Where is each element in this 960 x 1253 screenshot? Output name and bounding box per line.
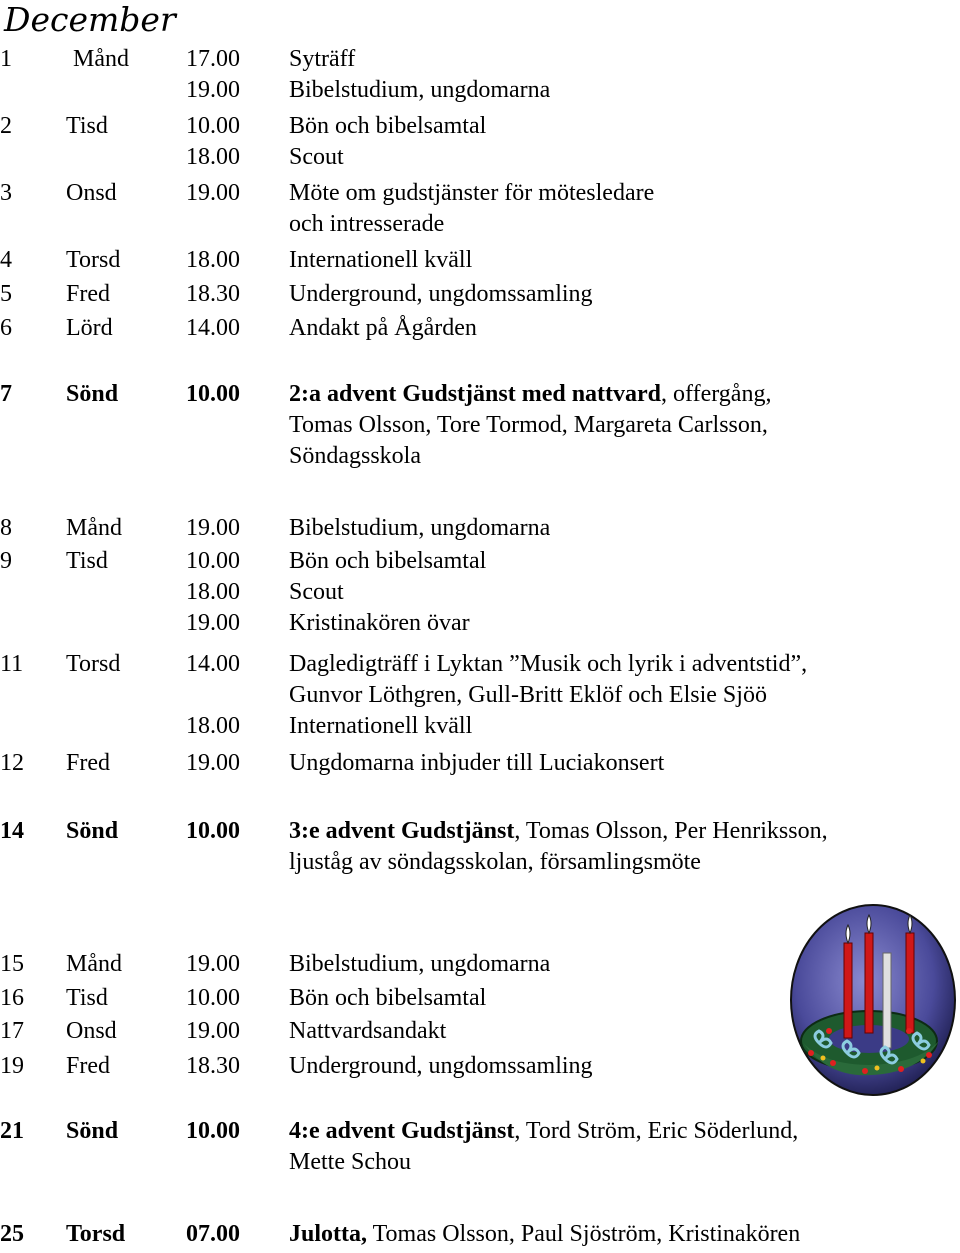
event-text: Bibelstudium, ungdomarna — [289, 951, 551, 977]
schedule-row — [0, 178, 960, 209]
day-number: 11 — [0, 651, 24, 677]
event-text: 3:e advent Gudstjänst, Tomas Olsson, Per Henriksson, — [289, 818, 828, 844]
day-number: 17 — [0, 1018, 24, 1044]
event-text: Bibelstudium, ungdomarna — [289, 515, 551, 541]
event-text: Scout — [289, 579, 344, 605]
schedule-row — [0, 142, 960, 173]
schedule-row — [0, 748, 960, 779]
candle-red-1 — [844, 943, 852, 1038]
event-text: Bön och bibelsamtal — [289, 548, 487, 574]
time: 10.00 — [186, 113, 240, 139]
flame-2 — [867, 915, 871, 933]
schedule-row — [0, 279, 960, 310]
weekday: Månd — [73, 46, 129, 72]
event-text: Internationell kväll — [289, 247, 473, 273]
time: 18.00 — [186, 579, 240, 605]
flame-1 — [846, 925, 850, 943]
advent-wreath-icon — [789, 903, 957, 1097]
event-text: 2:a advent Gudstjänst med nattvard, offergång, — [289, 381, 772, 407]
weekday: Torsd — [66, 651, 121, 677]
time: 19.00 — [186, 750, 240, 776]
weekday: Sönd — [66, 381, 119, 407]
time: 18.30 — [186, 1053, 240, 1079]
event-text: Möte om gudstjänster för mötesledare — [289, 180, 655, 206]
event-text: Kristinakören övar — [289, 610, 470, 636]
weekday: Onsd — [66, 1018, 117, 1044]
schedule-row — [0, 1147, 960, 1178]
schedule-row — [0, 313, 960, 344]
day-number: 15 — [0, 951, 24, 977]
schedule-row-christmas-text — [0, 1219, 960, 1250]
event-text: Nattvardsandakt — [289, 1018, 447, 1044]
schedule-row — [0, 111, 960, 142]
schedule-row — [0, 513, 960, 544]
event-text: Tomas Olsson, Tore Tormod, Margareta Carlsson, — [289, 412, 768, 438]
event-text: Scout — [289, 144, 344, 170]
time: 10.00 — [186, 818, 240, 844]
event-text: Underground, ungdomssamling — [289, 1053, 593, 1079]
page-title: December — [4, 0, 176, 39]
event-text: 4:e advent Gudstjänst, Tord Ström, Eric Söderlund, — [289, 1118, 799, 1144]
event-text: Underground, ungdomssamling — [289, 281, 593, 307]
schedule-row — [0, 75, 960, 106]
weekday: Tisd — [66, 548, 108, 574]
time: 17.00 — [186, 46, 240, 72]
time: 19.00 — [186, 1018, 240, 1044]
day-number: 6 — [0, 315, 12, 341]
flame-3 — [908, 915, 912, 933]
schedule-row — [0, 680, 960, 711]
event-text: Syträff — [289, 46, 356, 72]
day-number: 19 — [0, 1053, 24, 1079]
weekday: Fred — [66, 750, 110, 776]
event-text: Söndagsskola — [289, 443, 421, 469]
weekday: Månd — [66, 951, 122, 977]
day-number: 7 — [0, 381, 12, 407]
day-number: 9 — [0, 548, 12, 574]
time: 10.00 — [186, 381, 240, 407]
time: 18.00 — [186, 247, 240, 273]
schedule-row-sunday-text — [0, 379, 960, 410]
time: 18.00 — [186, 144, 240, 170]
time: 19.00 — [186, 610, 240, 636]
weekday: Torsd — [66, 1221, 126, 1247]
event-text: Bibelstudium, ungdomarna — [289, 77, 551, 103]
candle-white — [883, 953, 891, 1048]
time: 14.00 — [186, 651, 240, 677]
schedule-row — [0, 209, 960, 240]
weekday: Fred — [66, 1053, 110, 1079]
time: 19.00 — [186, 77, 240, 103]
schedule-row — [0, 410, 960, 441]
weekday: Lörd — [66, 315, 113, 341]
schedule-row — [0, 577, 960, 608]
event-text: ljuståg av söndagsskolan, församlingsmöte — [289, 849, 701, 875]
day-number: 16 — [0, 985, 24, 1011]
time: 19.00 — [186, 951, 240, 977]
schedule-row — [0, 847, 960, 878]
weekday: Tisd — [66, 113, 108, 139]
time: 19.00 — [186, 180, 240, 206]
schedule-row — [0, 441, 960, 472]
day-number: 21 — [0, 1118, 24, 1144]
time: 10.00 — [186, 548, 240, 574]
event-text: Bön och bibelsamtal — [289, 985, 487, 1011]
event-text: Andakt på Ågården — [289, 315, 477, 341]
schedule-row — [0, 546, 960, 577]
day-number: 1 — [0, 46, 12, 72]
time: 18.00 — [186, 713, 240, 739]
day-number: 12 — [0, 750, 24, 776]
weekday: Månd — [66, 515, 122, 541]
schedule-row-sunday-text — [0, 1116, 960, 1147]
event-text: Julotta, Tomas Olsson, Paul Sjöström, Kristinakören — [289, 1221, 801, 1247]
day-number: 14 — [0, 818, 24, 844]
weekday: Torsd — [66, 247, 121, 273]
schedule-row — [0, 711, 960, 742]
schedule-row — [0, 608, 960, 639]
weekday: Fred — [66, 281, 110, 307]
event-text: Dagledigträff i Lyktan ”Musik och lyrik i adventstid”, — [289, 651, 808, 677]
weekday: Sönd — [66, 1118, 119, 1144]
day-number: 25 — [0, 1221, 24, 1247]
candle-red-3 — [906, 933, 914, 1033]
event-text: och intresserade — [289, 211, 445, 237]
weekday: Tisd — [66, 985, 108, 1011]
candle-red-2 — [865, 933, 873, 1033]
event-text: Internationell kväll — [289, 713, 473, 739]
day-number: 2 — [0, 113, 12, 139]
time: 14.00 — [186, 315, 240, 341]
time: 07.00 — [186, 1221, 240, 1247]
event-text: Gunvor Löthgren, Gull-Britt Eklöf och Elsie Sjöö — [289, 682, 767, 708]
time: 19.00 — [186, 515, 240, 541]
schedule-row — [0, 649, 960, 680]
day-number: 8 — [0, 515, 12, 541]
schedule-row-sunday-text — [0, 816, 960, 847]
event-text: Bön och bibelsamtal — [289, 113, 487, 139]
schedule-row — [0, 245, 960, 276]
weekday: Sönd — [66, 818, 119, 844]
schedule-row — [0, 44, 960, 75]
time: 10.00 — [186, 1118, 240, 1144]
event-text: Ungdomarna inbjuder till Luciakonsert — [289, 750, 665, 776]
day-number: 3 — [0, 180, 12, 206]
time: 18.30 — [186, 281, 240, 307]
day-number: 5 — [0, 281, 12, 307]
time: 10.00 — [186, 985, 240, 1011]
weekday: Onsd — [66, 180, 117, 206]
event-text: Mette Schou — [289, 1149, 411, 1175]
day-number: 4 — [0, 247, 12, 273]
